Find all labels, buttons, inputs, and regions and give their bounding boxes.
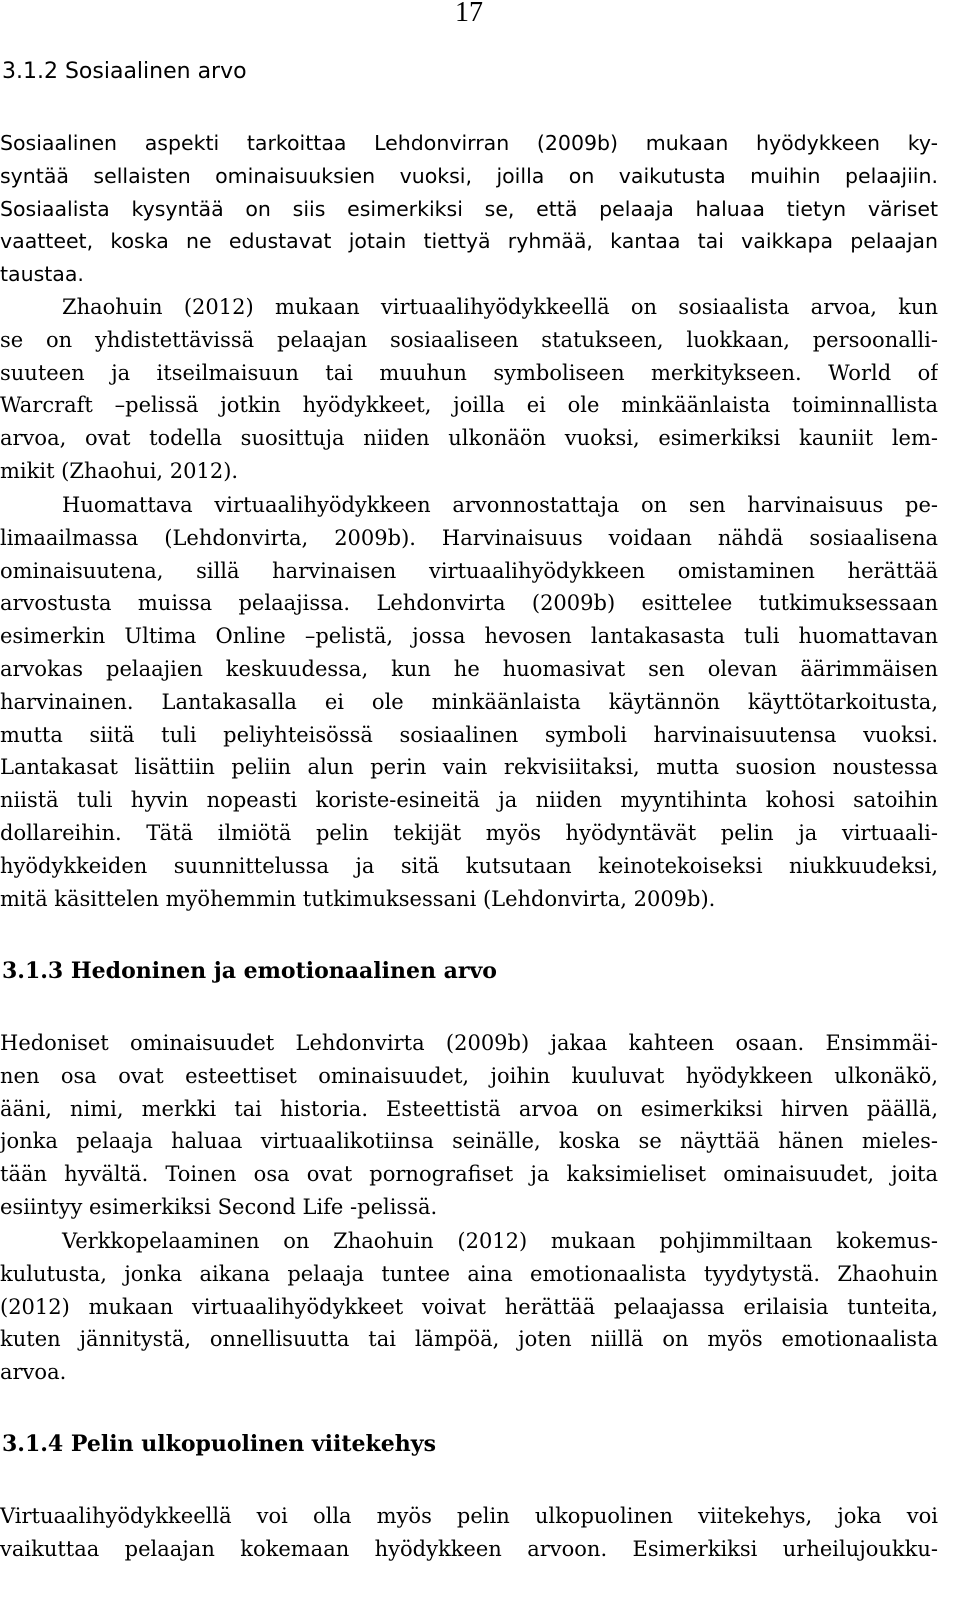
text-line: jonka pelaaja haluaa virtuaalikotiinsa seinälle, koska se näyttää hänen mieles-	[0, 1129, 938, 1154]
text-line: Verkkopelaaminen on Zhaohuin (2012) mukaan pohjimmiltaan kokemus-	[62, 1229, 938, 1253]
text-line: esiintyy esimerkiksi Second Life -pelissä.	[0, 1194, 438, 1219]
page-number: 17	[455, 0, 483, 28]
paragraph-hedonic	[0, 1027, 938, 1224]
section-heading-3-1-4: 3.1.4 Pelin ulkopuolinen viitekehys	[2, 1431, 436, 1457]
text-line: Sosiaalista kysyntää on siis esimerkiksi se, että pelaaja haluaa tietyn väriset	[0, 196, 938, 221]
text-line: arvoa.	[0, 1360, 67, 1385]
text-line: kuten jännitystä, onnellisuutta tai lämpöä, joten niillä on myös emotionaalista	[0, 1327, 938, 1352]
paragraph-zhaohui-social	[0, 291, 938, 488]
text-line: Hedoniset ominaisuudet Lehdonvirta (2009b) jakaa kahteen osaan. Ensimmäi-	[0, 1031, 938, 1055]
section-heading-3-1-3: 3.1.3 Hedoninen ja emotionaalinen arvo	[2, 958, 497, 984]
text-line: dollareihin. Tätä ilmiötä pelin tekijät myös hyödyntävät pelin ja virtuaali-	[0, 820, 938, 845]
paragraph-emotional	[0, 1225, 938, 1389]
section-heading-3-1-2: 3.1.2 Sosiaalinen arvo	[2, 59, 247, 84]
text-line: arvoa, ovat todella suosittuja niiden ulkonäön vuoksi, esimerkiksi kauniit lem-	[0, 426, 938, 451]
text-line: arvostusta muissa pelaajissa. Lehdonvirta (2009b) esittelee tutkimuksessaan	[0, 591, 938, 616]
text-line: Huomattava virtuaalihyödykkeen arvonnostattaja on sen harvinaisuus pe-	[62, 493, 938, 517]
text-line: taustaa.	[0, 262, 84, 287]
text-line: ominaisuutena, sillä harvinaisen virtuaalihyödykkeen omistaminen herättää	[0, 558, 938, 583]
text-line: vaatteet, koska ne edustavat jotain tiettyä ryhmää, kantaa tai vaikkapa pelaajan	[0, 229, 938, 254]
paragraph-external-frame	[0, 1500, 938, 1566]
text-line: arvokas pelaajien keskuudessa, kun he huomasivat sen olevan äärimmäisen	[0, 656, 938, 681]
text-line: limaailmassa (Lehdonvirta, 2009b). Harvinaisuus voidaan nähdä sosiaalisena	[0, 525, 938, 550]
text-line: mutta siitä tuli peliyhteisössä sosiaalinen symboli harvinaisuutensa vuoksi.	[0, 722, 938, 747]
text-line: kulutusta, jonka aikana pelaaja tuntee aina emotionaalista tyydytystä. Zhaohuin	[0, 1261, 938, 1286]
text-line: Zhaohuin (2012) mukaan virtuaalihyödykkeellä on sosiaalista arvoa, kun	[62, 295, 938, 319]
text-line: se on yhdistettävissä pelaajan sosiaaliseen statukseen, luokkaan, persoonalli-	[0, 327, 938, 352]
text-line: harvinainen. Lantakasalla ei ole minkäänlaista käytännön käyttötarkoitusta,	[0, 689, 938, 714]
text-line: mitä käsittelen myöhemmin tutkimuksessani (Lehdonvirta, 2009b).	[0, 886, 716, 911]
text-line: Virtuaalihyödykkeellä voi olla myös pelin ulkopuolinen viitekehys, joka voi	[0, 1504, 938, 1528]
text-line: Warcraft –pelissä jotkin hyödykkeet, joilla ei ole minkäänlaista toiminnallista	[0, 393, 938, 418]
text-line: syntää sellaisten ominaisuuksien vuoksi, joilla on vaikutusta muihin pelaajiin.	[0, 163, 938, 188]
text-line: niistä tuli hyvin nopeasti koriste-esineitä ja niiden myyntihinta kohosi satoihin	[0, 788, 938, 813]
text-line: mikit (Zhaohui, 2012).	[0, 458, 239, 483]
paragraph-rarity	[0, 489, 938, 915]
text-line: Lantakasat lisättiin peliin alun perin vain rekvisiitaksi, mutta suosion noustessa	[0, 755, 938, 780]
text-line: esimerkin Ultima Online –pelistä, jossa hevosen lantakasasta tuli huomattavan	[0, 624, 938, 649]
text-line: ääni, nimi, merkki tai historia. Esteettistä arvoa on esimerkiksi hirven päällä,	[0, 1096, 938, 1121]
text-line: tään hyvältä. Toinen osa ovat pornografiset ja kaksimieliset ominaisuudet, joita	[0, 1162, 938, 1187]
text-line: nen osa ovat esteettiset ominaisuudet, joihin kuuluvat hyödykkeen ulkonäkö,	[0, 1063, 938, 1088]
paragraph-social-aspect	[0, 127, 938, 291]
text-line: suuteen ja itseilmaisuun tai muuhun symboliseen merkitykseen. World of	[0, 360, 938, 385]
text-line: Sosiaalinen aspekti tarkoittaa Lehdonvirran (2009b) mukaan hyödykkeen ky-	[0, 131, 938, 155]
text-line: (2012) mukaan virtuaalihyödykkeet voivat herättää pelaajassa erilaisia tunteita,	[0, 1294, 938, 1319]
text-line: hyödykkeiden suunnittelussa ja sitä kutsutaan keinotekoiseksi niukkuudeksi,	[0, 853, 938, 878]
text-line: vaikuttaa pelaajan kokemaan hyödykkeen arvoon. Esimerkiksi urheilujoukku-	[0, 1536, 938, 1561]
